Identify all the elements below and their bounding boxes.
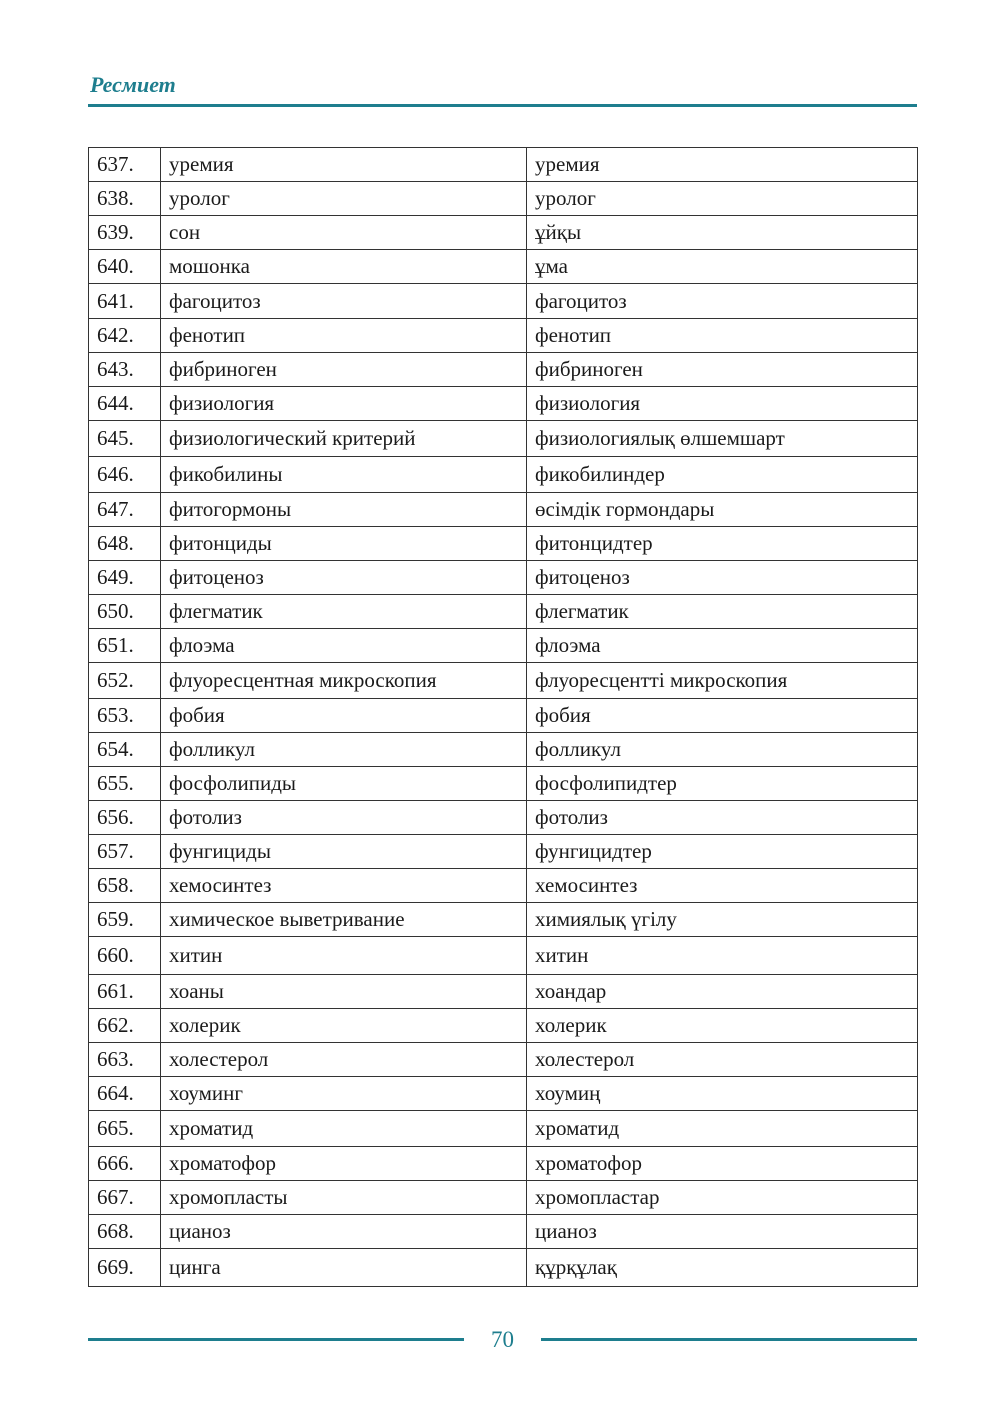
table-row (89, 663, 918, 699)
term-russian-cell: фагоцитоз (161, 284, 527, 319)
term-number-cell: 651. (89, 629, 161, 663)
table-row (89, 493, 918, 527)
term-number-cell: 661. (89, 975, 161, 1009)
term-number-cell: 660. (89, 937, 161, 975)
term-russian-cell: фолликул (161, 733, 527, 767)
term-number-cell: 650. (89, 595, 161, 629)
term-kazakh-cell: уролог (527, 182, 918, 216)
table-row (89, 1181, 918, 1215)
term-kazakh-cell: физиологиялық өлшемшарт (527, 421, 918, 457)
term-russian-cell: холерик (161, 1009, 527, 1043)
page-number: 70 (491, 1327, 514, 1352)
term-kazakh-cell: хроматофор (527, 1147, 918, 1181)
term-kazakh-cell: хоандар (527, 975, 918, 1009)
term-number-cell: 669. (89, 1249, 161, 1287)
term-russian-cell: флегматик (161, 595, 527, 629)
table-row (89, 629, 918, 663)
term-number-cell: 664. (89, 1077, 161, 1111)
term-number-cell: 667. (89, 1181, 161, 1215)
table-row (89, 1249, 918, 1287)
term-number-cell: 663. (89, 1043, 161, 1077)
term-number-cell: 652. (89, 663, 161, 699)
table-row (89, 387, 918, 421)
term-number-cell: 654. (89, 733, 161, 767)
term-russian-cell: хроматофор (161, 1147, 527, 1181)
table-row (89, 457, 918, 493)
term-kazakh-cell: холерик (527, 1009, 918, 1043)
term-russian-cell: фосфолипиды (161, 767, 527, 801)
term-russian-cell: хромопласты (161, 1181, 527, 1215)
term-number-cell: 649. (89, 561, 161, 595)
term-number-cell: 657. (89, 835, 161, 869)
term-number-cell: 644. (89, 387, 161, 421)
term-kazakh-cell: өсімдік гормондары (527, 493, 918, 527)
table-row (89, 561, 918, 595)
header-divider (88, 104, 917, 107)
table-row (89, 421, 918, 457)
term-russian-cell: хоаны (161, 975, 527, 1009)
term-kazakh-cell: фагоцитоз (527, 284, 918, 319)
table-row (89, 1009, 918, 1043)
table-row (89, 733, 918, 767)
term-kazakh-cell: хромопластар (527, 1181, 918, 1215)
term-russian-cell: химическое выветривание (161, 903, 527, 937)
term-russian-cell: физиология (161, 387, 527, 421)
term-russian-cell: фунгициды (161, 835, 527, 869)
table-row (89, 216, 918, 250)
table-row (89, 319, 918, 353)
term-kazakh-cell: физиология (527, 387, 918, 421)
term-russian-cell: фибриноген (161, 353, 527, 387)
term-number-cell: 639. (89, 216, 161, 250)
term-number-cell: 641. (89, 284, 161, 319)
term-kazakh-cell: хитин (527, 937, 918, 975)
term-kazakh-cell: флегматик (527, 595, 918, 629)
term-kazakh-cell: фобия (527, 699, 918, 733)
term-kazakh-cell: фикобилиндер (527, 457, 918, 493)
term-number-cell: 646. (89, 457, 161, 493)
term-kazakh-cell: цианоз (527, 1215, 918, 1249)
term-kazakh-cell: холестерол (527, 1043, 918, 1077)
term-kazakh-cell: фитоценоз (527, 561, 918, 595)
table-row (89, 835, 918, 869)
term-kazakh-cell: химиялық үгілу (527, 903, 918, 937)
term-kazakh-cell: фунгицидтер (527, 835, 918, 869)
term-russian-cell: фитонциды (161, 527, 527, 561)
term-kazakh-cell: фибриноген (527, 353, 918, 387)
term-russian-cell: фитоценоз (161, 561, 527, 595)
table-row (89, 975, 918, 1009)
term-russian-cell: физиологический критерий (161, 421, 527, 457)
term-russian-cell: фитогормоны (161, 493, 527, 527)
term-russian-cell: уремия (161, 148, 527, 182)
table-row (89, 353, 918, 387)
term-russian-cell: уролог (161, 182, 527, 216)
term-russian-cell: цинга (161, 1249, 527, 1287)
term-number-cell: 648. (89, 527, 161, 561)
table-row (89, 767, 918, 801)
term-number-cell: 645. (89, 421, 161, 457)
table-row (89, 250, 918, 284)
term-kazakh-cell: фенотип (527, 319, 918, 353)
table-row (89, 903, 918, 937)
term-kazakh-cell: хемосинтез (527, 869, 918, 903)
table-row (89, 595, 918, 629)
term-russian-cell: фикобилины (161, 457, 527, 493)
table-row (89, 284, 918, 319)
table-row (89, 869, 918, 903)
term-kazakh-cell: құрқұлақ (527, 1249, 918, 1287)
term-kazakh-cell: флуоресцентті микроскопия (527, 663, 918, 699)
term-russian-cell: сон (161, 216, 527, 250)
term-number-cell: 666. (89, 1147, 161, 1181)
term-russian-cell: фенотип (161, 319, 527, 353)
table-row (89, 1043, 918, 1077)
table-row (89, 182, 918, 216)
term-russian-cell: холестерол (161, 1043, 527, 1077)
term-number-cell: 638. (89, 182, 161, 216)
term-russian-cell: хитин (161, 937, 527, 975)
table-row (89, 1215, 918, 1249)
term-number-cell: 659. (89, 903, 161, 937)
term-kazakh-cell: уремия (527, 148, 918, 182)
footer-divider-left (88, 1338, 464, 1341)
term-kazakh-cell: фитонцидтер (527, 527, 918, 561)
term-number-cell: 665. (89, 1111, 161, 1147)
term-number-cell: 668. (89, 1215, 161, 1249)
term-number-cell: 653. (89, 699, 161, 733)
table-row (89, 527, 918, 561)
glossary-table (88, 147, 918, 1287)
term-kazakh-cell: хроматид (527, 1111, 918, 1147)
term-kazakh-cell: фолликул (527, 733, 918, 767)
term-number-cell: 656. (89, 801, 161, 835)
term-number-cell: 662. (89, 1009, 161, 1043)
table-row (89, 801, 918, 835)
term-kazakh-cell: фосфолипидтер (527, 767, 918, 801)
table-row (89, 1111, 918, 1147)
term-russian-cell: хоуминг (161, 1077, 527, 1111)
footer-divider-right (541, 1338, 917, 1341)
term-russian-cell: цианоз (161, 1215, 527, 1249)
term-russian-cell: фобия (161, 699, 527, 733)
table-row (89, 699, 918, 733)
term-russian-cell: хроматид (161, 1111, 527, 1147)
term-number-cell: 658. (89, 869, 161, 903)
term-russian-cell: фотолиз (161, 801, 527, 835)
glossary-table-body (89, 148, 918, 1287)
term-russian-cell: флоэма (161, 629, 527, 663)
table-row (89, 937, 918, 975)
term-kazakh-cell: фотолиз (527, 801, 918, 835)
table-row (89, 1147, 918, 1181)
term-russian-cell: мошонка (161, 250, 527, 284)
term-russian-cell: хемосинтез (161, 869, 527, 903)
term-russian-cell: флуоресцентная микроскопия (161, 663, 527, 699)
term-kazakh-cell: флоэма (527, 629, 918, 663)
term-kazakh-cell: ұма (527, 250, 918, 284)
table-row (89, 1077, 918, 1111)
term-kazakh-cell: ұйқы (527, 216, 918, 250)
table-row (89, 148, 918, 182)
term-kazakh-cell: хоумиң (527, 1077, 918, 1111)
term-number-cell: 637. (89, 148, 161, 182)
term-number-cell: 655. (89, 767, 161, 801)
term-number-cell: 642. (89, 319, 161, 353)
term-number-cell: 640. (89, 250, 161, 284)
term-number-cell: 647. (89, 493, 161, 527)
page-header-title: Ресмиет (90, 72, 176, 97)
term-number-cell: 643. (89, 353, 161, 387)
